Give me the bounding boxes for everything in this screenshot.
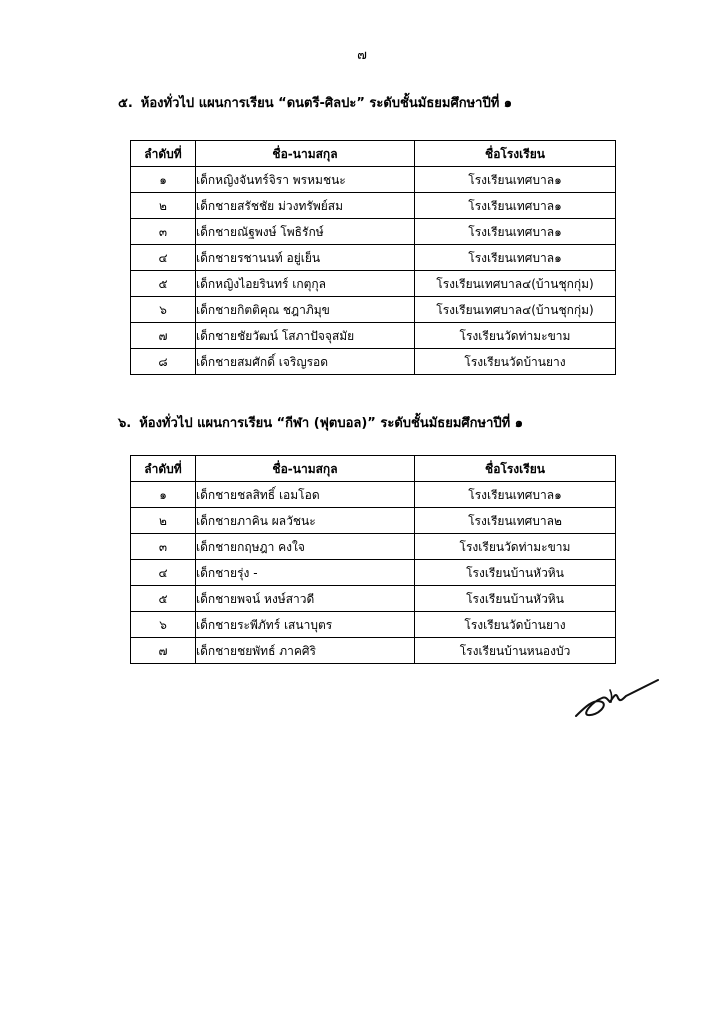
row-name: เด็กหญิงไอยรินทร์ เกตุกุล <box>196 271 415 297</box>
header-order: ลำดับที่ <box>131 456 196 482</box>
section-title: ห้องทั่วไป แผนการเรียน “ดนตรี-ศิลปะ” ระดับชั้นมัธยมศึกษาปีที่ ๑ <box>140 96 513 111</box>
row-name: เด็กชายชัยวัฒน์ โสภาปัจจุสมัย <box>196 323 415 349</box>
row-order: ๒ <box>131 508 196 534</box>
header-name: ชื่อ-นามสกุล <box>196 456 415 482</box>
row-order: ๓ <box>131 534 196 560</box>
row-order: ๘ <box>131 349 196 375</box>
section-number: ๕. <box>118 96 133 111</box>
row-order: ๑ <box>131 482 196 508</box>
row-order: ๔ <box>131 245 196 271</box>
row-school: โรงเรียนบ้านหัวหิน <box>415 586 616 612</box>
row-name: เด็กชายภาคิน ผลวัชนะ <box>196 508 415 534</box>
row-order: ๑ <box>131 167 196 193</box>
row-name: เด็กชายรชานนท์ อยู่เย็น <box>196 245 415 271</box>
table-row <box>131 612 616 638</box>
table-row <box>131 638 616 664</box>
row-school: โรงเรียนเทศบาล๑ <box>415 193 616 219</box>
table-row <box>131 508 616 534</box>
row-order: ๖ <box>131 612 196 638</box>
row-order: ๕ <box>131 271 196 297</box>
header-order: ลำดับที่ <box>131 141 196 167</box>
row-name: เด็กชายชลสิทธิ์ เอมโอด <box>196 482 415 508</box>
row-school: โรงเรียนวัดบ้านยาง <box>415 349 616 375</box>
row-order: ๕ <box>131 586 196 612</box>
header-school: ชื่อโรงเรียน <box>415 141 616 167</box>
row-name: เด็กชายสรัชชัย ม่วงทรัพย์สม <box>196 193 415 219</box>
row-school: โรงเรียนวัดท่ามะขาม <box>415 534 616 560</box>
row-school: โรงเรียนเทศบาล๑ <box>415 219 616 245</box>
table-row <box>131 167 616 193</box>
row-school: โรงเรียนเทศบาล๑ <box>415 482 616 508</box>
row-name: เด็กชายชยพัทธ์ ภาคศิริ <box>196 638 415 664</box>
table-row <box>131 193 616 219</box>
row-order: ๔ <box>131 560 196 586</box>
row-order: ๒ <box>131 193 196 219</box>
handwritten-signature <box>572 672 662 722</box>
table-row <box>131 534 616 560</box>
table-row <box>131 482 616 508</box>
row-name: เด็กชายณัฐพงษ์ โพธิรักษ์ <box>196 219 415 245</box>
table-row <box>131 271 616 297</box>
table-row <box>131 245 616 271</box>
row-school: โรงเรียนเทศบาล๔(บ้านชุกกุ่ม) <box>415 297 616 323</box>
row-order: ๗ <box>131 638 196 664</box>
section-title: ห้องทั่วไป แผนการเรียน “กีฬา (ฟุตบอล)” ระดับชั้นมัธยมศึกษาปีที่ ๑ <box>139 416 524 431</box>
table-row <box>131 586 616 612</box>
row-school: โรงเรียนบ้านหัวหิน <box>415 560 616 586</box>
row-school: โรงเรียนบ้านหนองบัว <box>415 638 616 664</box>
student-table <box>130 140 616 375</box>
row-school: โรงเรียนเทศบาล๑ <box>415 245 616 271</box>
row-name: เด็กชายกิตติคุณ ชฎาภิมุข <box>196 297 415 323</box>
table-header-row <box>131 456 616 482</box>
table-row <box>131 349 616 375</box>
table-row <box>131 560 616 586</box>
header-school: ชื่อโรงเรียน <box>415 456 616 482</box>
row-order: ๗ <box>131 323 196 349</box>
row-school: โรงเรียนเทศบาล๑ <box>415 167 616 193</box>
row-name: เด็กชายสมศักดิ์ เจริญรอด <box>196 349 415 375</box>
row-name: เด็กชายระพีภัทร์ เสนาบุตร <box>196 612 415 638</box>
row-school: โรงเรียนวัดบ้านยาง <box>415 612 616 638</box>
section-number: ๖. <box>118 416 132 431</box>
header-name: ชื่อ-นามสกุล <box>196 141 415 167</box>
row-school: โรงเรียนเทศบาล๔(บ้านชุกกุ่ม) <box>415 271 616 297</box>
row-name: เด็กชายรุ่ง - <box>196 560 415 586</box>
row-order: ๖ <box>131 297 196 323</box>
section-heading <box>118 92 512 113</box>
row-school: โรงเรียนวัดท่ามะขาม <box>415 323 616 349</box>
row-name: เด็กชายกฤษฎา คงใจ <box>196 534 415 560</box>
table-header-row <box>131 141 616 167</box>
table-row <box>131 323 616 349</box>
table-row <box>131 219 616 245</box>
row-name: เด็กหญิงจันทร์จิรา พรหมชนะ <box>196 167 415 193</box>
student-table <box>130 455 616 664</box>
row-order: ๓ <box>131 219 196 245</box>
row-school: โรงเรียนเทศบาล๒ <box>415 508 616 534</box>
section-heading <box>118 412 523 433</box>
row-name: เด็กชายพจน์ หงษ์สาวดี <box>196 586 415 612</box>
table-row <box>131 297 616 323</box>
page-number: ๗ <box>357 48 367 63</box>
